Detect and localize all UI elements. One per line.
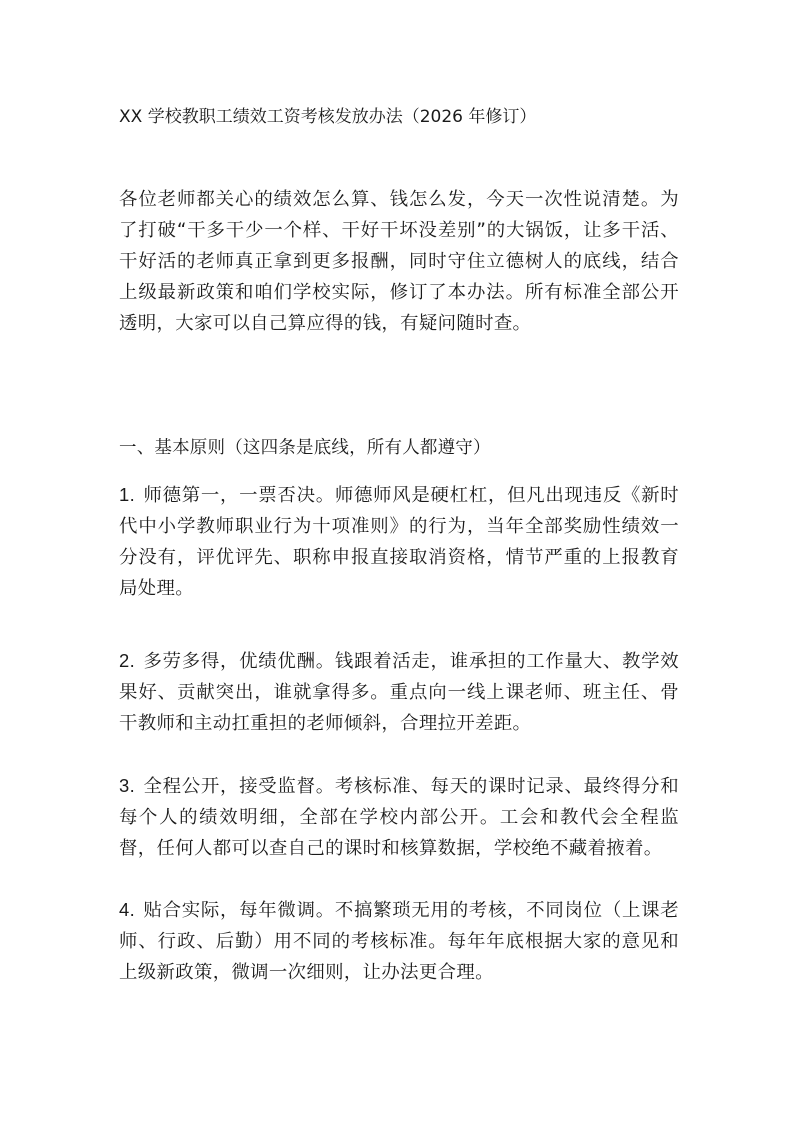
item-text: 师德第一，一票否决。师德师风是硬杠杠，但凡出现违反《新时代中小学教师职业行为十项准则》的行为，当年全部奖励性绩效一分没有，评优评先、职称申报直接取消资格，情节严重的上报教育局处理。 xyxy=(119,485,679,599)
item-text: 全程公开，接受监督。考核标准、每天的课时记录、最终得分和每个人的绩效明细，全部在学校内部公开。工会和教代会全程监督，任何人都可以查自己的课时和核算数据，学校绝不藏着掖着。 xyxy=(119,776,679,859)
principle-item xyxy=(119,645,679,739)
item-text: 贴合实际，每年微调。不搞繁琐无用的考核，不同岗位（上课老师、行政、后勤）用不同的考核标准。每年年底根据大家的意见和上级新政策，微调一次细则，让办法更合理。 xyxy=(119,900,679,983)
principle-item xyxy=(119,894,679,988)
principle-item xyxy=(119,770,679,864)
intro-paragraph: 各位老师都关心的绩效怎么算、钱怎么发，今天一次性说清楚。为了打破“干多干少一个样、干好干坏没差别”的大锅饭，让多干活、干好活的老师真正拿到更多报酬，同时守住立德树人的底线，结合上级最新政策和咱们学校实际，修订了本办法。所有标准全部公开透明，大家可以自己算应得的钱，有疑问随时查。 xyxy=(119,189,679,334)
item-text: 多劳多得，优绩优酬。钱跟着活走，谁承担的工作量大、教学效果好、贡献突出，谁就拿得多。重点向一线上课老师、班主任、骨干教师和主动扛重担的老师倾斜，合理拉开差距。 xyxy=(119,651,679,734)
item-number: 1. xyxy=(119,484,136,505)
item-number: 2. xyxy=(119,650,136,671)
document-title: XX 学校教职工绩效工资考核发放办法（2026 年修订） xyxy=(119,107,537,127)
item-number: 4. xyxy=(119,899,136,920)
section-heading: 一、基本原则（这四条是底线，所有人都遵守） xyxy=(119,438,491,458)
principle-item xyxy=(119,479,679,604)
item-number: 3. xyxy=(119,775,136,796)
